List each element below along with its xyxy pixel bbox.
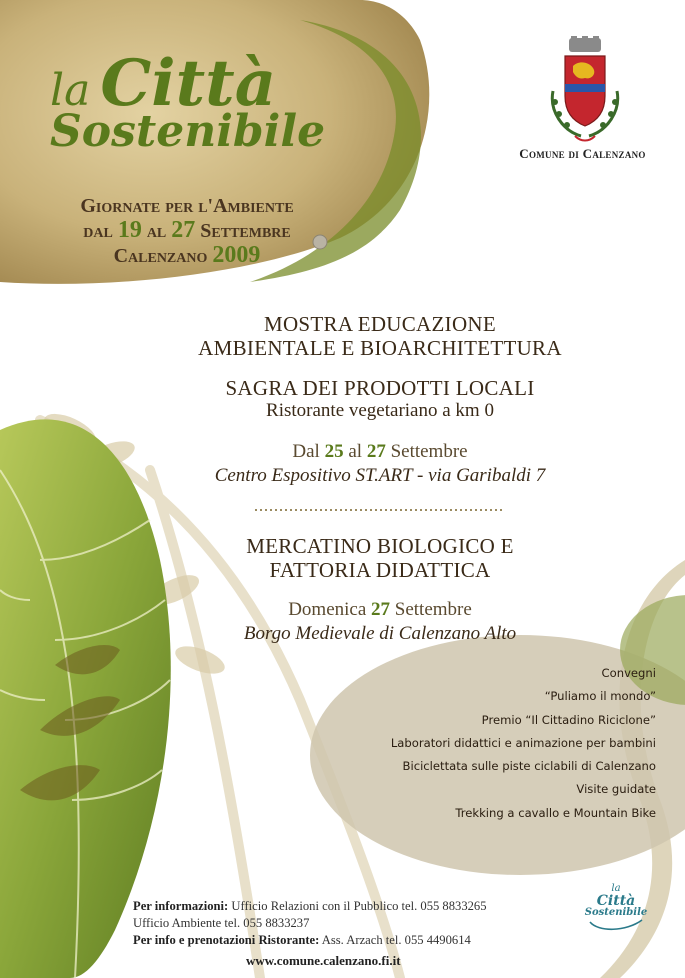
sagra-subtitle: Ristorante vegetariano a km 0 bbox=[266, 400, 494, 421]
date-1 bbox=[120, 440, 640, 464]
ristorante-label: Per info e prenotazioni Ristorante: bbox=[133, 933, 320, 947]
dotted-divider bbox=[255, 508, 505, 512]
place-1: Centro Espositivo ST.ART - via Garibaldi 7 bbox=[214, 465, 546, 486]
header-date-to: 27 bbox=[171, 217, 196, 243]
sagra-title: SAGRA DEI PRODOTTI LOCALI bbox=[225, 376, 535, 400]
date1-from: 25 bbox=[324, 441, 344, 462]
info-text: Ufficio Relazioni con il Pubblico tel. 055 8833265 bbox=[231, 899, 487, 913]
date2-day: 27 bbox=[371, 599, 391, 620]
header-line3 bbox=[52, 243, 322, 268]
mini-logo-citta: Città bbox=[596, 893, 636, 909]
title-sostenibile: Sostenibile bbox=[50, 106, 326, 157]
activity-item: Premio “Il Cittadino Riciclone” bbox=[481, 712, 656, 727]
date2-pre: Domenica bbox=[288, 599, 367, 620]
comune-label: Comune di Calenzano bbox=[519, 146, 646, 161]
title-la: la bbox=[50, 65, 91, 116]
activities-list bbox=[330, 662, 656, 825]
mini-logo-la: la bbox=[611, 883, 621, 894]
event-sagra bbox=[120, 376, 640, 422]
date2-month: Settembre bbox=[394, 599, 472, 620]
event-date-place-1 bbox=[120, 440, 640, 488]
mercatino-line1: MERCATINO BIOLOGICO E bbox=[246, 534, 514, 558]
mini-logo-swirl-icon bbox=[586, 918, 646, 932]
footer-line2: Ufficio Ambiente tel. 055 8833237 bbox=[133, 916, 310, 930]
date1-mid: al bbox=[348, 441, 363, 462]
header-line1: Giornate per l'Ambiente bbox=[80, 195, 294, 217]
header-date-from: 19 bbox=[117, 217, 142, 243]
title-citta: Città bbox=[100, 46, 277, 121]
activity-item: Trekking a cavallo e Mountain Bike bbox=[455, 805, 656, 820]
place-2: Borgo Medievale di Calenzano Alto bbox=[243, 623, 517, 644]
mercatino-line2: FATTORIA DIDATTICA bbox=[269, 558, 491, 582]
date1-to: 27 bbox=[366, 441, 386, 462]
header-month: Settembre bbox=[200, 220, 291, 242]
footer-info bbox=[133, 898, 573, 949]
mini-logo-sostenibile: Sostenibile bbox=[584, 907, 648, 918]
header-subtitle bbox=[52, 194, 322, 268]
mostra-line2: AMBIENTALE E BIOARCHITETTURA bbox=[198, 336, 562, 360]
header-dal: dal bbox=[83, 220, 113, 242]
header-al: al bbox=[146, 220, 167, 242]
mini-event-logo bbox=[582, 884, 650, 935]
header-year: 2009 bbox=[212, 242, 261, 268]
header-city: Calenzano bbox=[113, 245, 208, 267]
event-mercatino bbox=[120, 534, 640, 582]
mostra-line1: MOSTRA EDUCAZIONE bbox=[263, 312, 497, 336]
ristorante-text: Ass. Arzach tel. 055 4490614 bbox=[321, 933, 471, 947]
activity-item: Visite guidate bbox=[576, 782, 656, 797]
footer-line3 bbox=[133, 932, 573, 949]
activity-item: Convegni bbox=[601, 666, 656, 680]
date-2 bbox=[120, 598, 640, 622]
activity-item: Laboratori didattici e animazione per bambini bbox=[390, 735, 656, 750]
date1-pre: Dal bbox=[292, 441, 320, 462]
event-date-place-2 bbox=[120, 598, 640, 646]
event-mostra bbox=[120, 312, 640, 360]
header-line2 bbox=[52, 218, 322, 243]
coat-of-arms-icon bbox=[545, 36, 625, 146]
event-logo-title bbox=[50, 46, 370, 157]
date1-month: Settembre bbox=[390, 441, 468, 462]
activity-item: Biciclettata sulle piste ciclabili di Calenzano bbox=[402, 759, 656, 774]
info-label: Per informazioni: bbox=[133, 899, 229, 913]
website-link[interactable]: www.comune.calenzano.fi.it bbox=[246, 953, 401, 968]
footer-line1 bbox=[133, 898, 573, 915]
activity-item: “Puliamo il mondo” bbox=[544, 689, 656, 704]
